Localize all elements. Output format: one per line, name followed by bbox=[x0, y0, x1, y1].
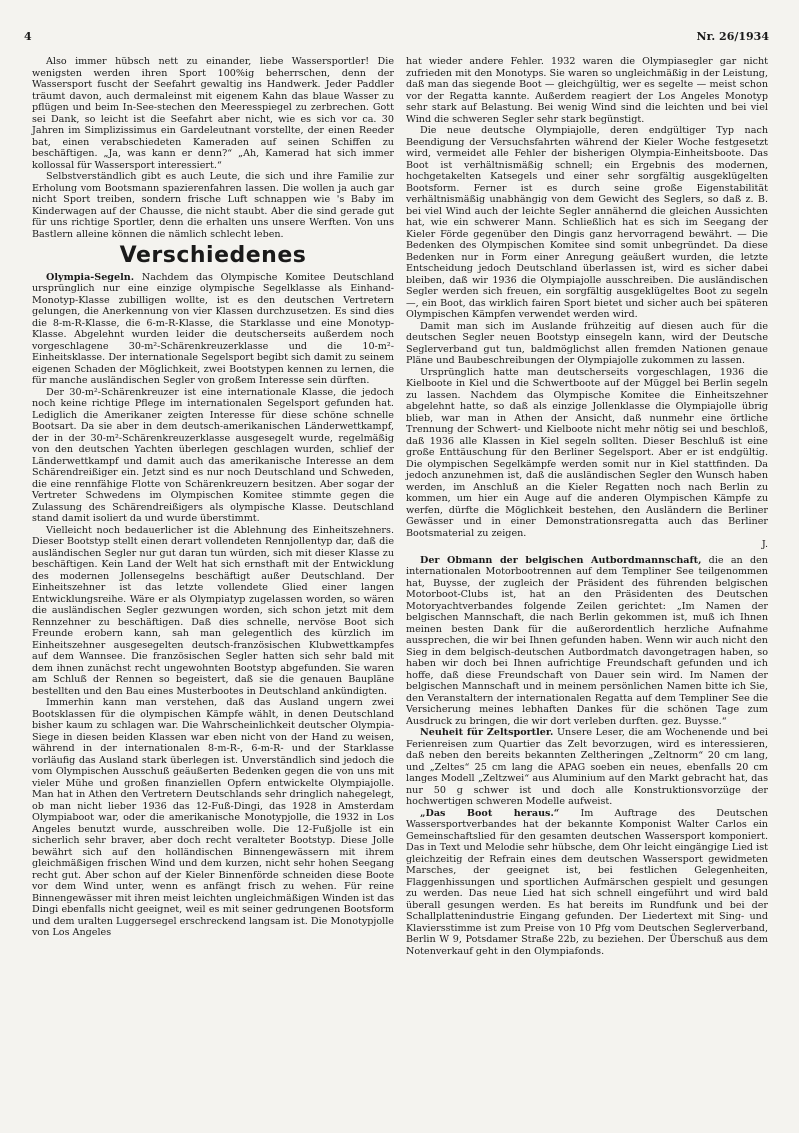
article-paragraph: Der 30-m²-Schärenkreuzer ist eine internationale Klasse, die jedoch noch keine richtige Pflege im internationalen Segelsport gefunden hat. Lediglich die Amerikaner zeigten Interesse für diese schöne schnelle Bootsart. Da sie aber in dem deutsch-amerikanischen Länderwettkampf, der in der 30-m²-Schärenkreuzerklasse ausgesegelt wurde, regelmäßig von den deutschen Yachten überlegen geschlagen wurden, schlief der Länderwettkampf und damit auch das amerikanische Interesse an dem Schärendreißiger ein. Jetzt sind es nur noch Deutschland und Schweden, die eine rennfähige Flotte von Schärenkreuzern besitzen. Aber sogar der Vertreter Schwedens im Olympischen Komitee stimmte gegen die Zulassung des Schärendreißigers als olympische Klasse. Deutschland stand damit isoliert da und wurde überstimmt. bbox=[32, 386, 394, 524]
article-paragraph bbox=[406, 727, 768, 808]
article-text: Unsere Leser, die am Wochenende und bei Ferienreisen zum Quartier das Zelt bevorzugen, wird es interessieren, daß neben den bereits bekannten Zeltheringen „Zeltnorm“ 20 cm lang, und „Zeltes“ 25 cm lang die APAG soeben ein neues, ebenfalls 20 cm langes Modell „Zeltzwei“ aus Aluminium auf den Markt gebracht hat, das nur 50 g schwer ist und doch alle Konstruktionsvorzüge der hochwertigen schweren Modelle aufweist. bbox=[406, 727, 768, 807]
article-heading-boot: „Das Boot heraus.“ bbox=[420, 807, 560, 819]
right-column bbox=[406, 56, 768, 957]
article-paragraph: Immerhin kann man verstehen, daß das Ausland ungern zwei Bootsklassen für die olympischen Kämpfe wählt, in denen Deutschland bisher kaum zu schlagen war. Die Wahrscheinlichkeit deutscher Olympia-Siege in diesen beiden Klassen war eben nicht von der Hand zu weisen, während in der internationalen 8-m-R-, 6-m-R- und der Starklasse vorläufig das Ausland stark überlegen ist. Unverständlich sind jedoch die vom Olympischen Ausschuß geäußerten Bedenken gegen die von uns mit vieler Mühe und großen finanziellen Opfern entwickelte Olympiajolle. Man hat in Athen den Vertretern Deutschlands sehr dringlich nahegelegt, ob man nicht lieber 1936 das 12-Fuß-Dingi, das 1928 in Amsterdam Olympiaboot war, oder die amerikanische Monotypjolle, die 1932 in Los Angeles benutzt wurde, ausschreiben wolle. Die 12-Fußjolle ist ein sicherlich sehr braver, aber doch recht veralteter Bootstyp. Diese Jolle bewährt sich auf den holländischen Binnengewässern mit ihrem gleichmäßigen frischen Wind und dem kurzen, nicht sehr hohen Seegang recht gut. Aber schon auf der Kieler Binnenförde schneiden diese Boote vor dem Wind unter, wenn es anfängt frisch zu wehen. Für reine Binnengewässer mit ihren meist leichten ungleichmäßigen Winden ist das Dingi ebenfalls nicht geeignet, weil es mit seiner gedrungenen Bootsform und dem uralten Luggersegel erschreckend langsam ist. Die Monotypjolle von Los Angeles bbox=[32, 697, 394, 938]
article-paragraph: Vielleicht noch bedauerlicher ist die Ablehnung des Einheitszehners. Dieser Bootstyp stellt einen derart vollendeten Rennjollentyp dar, daß die ausländischen Segler nur gut daran tun würden, sich mit dieser Klasse zu beschäftigen. Kein Land der Welt hat sich ernsthaft mit der Entwicklung des modernen Jollensegelns beschäftigt außer Deutschland. Der Einheitszehner ist das letzte vollendete Glied einer langen Entwicklungsreihe. Wäre er als Olympiatyp zugelassen worden, so wären die ausländischen Segler gezwungen worden, sich schon jetzt mit dem Rennzehner zu beschäftigen. Daß dies schnelle, nervöse Boot sich Freunde erobern kann, sah man gelegentlich des kürzlich im Einheitszehner ausgesegelten deutsch-französischen Klubwettkampfes auf dem Wannsee. Die französischen Segler hatten sich sehr bald mit dem ihnen zunächst recht ungewohnten Bootstyp abgefunden. Sie waren am Schluß der Rennen so begeistert, daß sie die genauen Baupläne bestellten und den Bau eines Musterbootes in Deutschland ankündigten. bbox=[32, 524, 394, 697]
article-paragraph: Ursprünglich hatte man deutscherseits vorgeschlagen, 1936 die Kielboote in Kiel und die Schwertboote auf der Müggel bei Berlin segeln zu lassen. Nachdem das Olympische Komitee die Einheitszehner abgelehnt hatte, so daß als einzige Jollenklasse die Olympiajolle übrig blieb, war man in Athen der Ansicht, daß nunmehr eine örtliche Trennung der Schwert- und Kielboote nicht mehr nötig sei und beschloß, daß 1936 alle Klassen in Kiel segeln sollten. Dieser Beschluß ist eine große Enttäuschung für den Berliner Segelsport. Aber er ist endgültig. Die olympischen Segelkämpfe werden somit nur in Kiel stattfinden. Da jedoch anzunehmen ist, daß die ausländischen Segler den Wunsch haben werden, im Anschluß an die Kieler Regatten noch nach Berlin zu kommen, um hier ein Auge auf die anderen Olympischen Kämpfe zu werfen, dürfte die Möglichkeit bestehen, den Ausländern die Berliner Gewässer und in einer Demonstrationsregatta auch das Berliner Bootsmaterial zu zeigen. bbox=[406, 366, 768, 539]
left-column bbox=[32, 56, 394, 939]
intro-paragraph: Selbstverständlich gibt es auch Leute, die sich und ihre Familie zur Erholung vom Bootsmann spazierenfahren lassen. Die wollen ja auch gar nicht Sport treiben, sondern frische Luft schnappen wie 's Baby im Kinderwagen auf der Chausse, die nicht staubt. Aber die sind gerade gut für uns richtige Sportler, denn die erhalten uns unsere Werften. Von uns Bastlern alleine können die nämlich schlecht leben. bbox=[32, 171, 394, 240]
section-title: Verschiedenes bbox=[119, 243, 307, 268]
page-number: 4 bbox=[24, 30, 32, 43]
article-signature: J. bbox=[761, 539, 768, 550]
article-paragraph bbox=[406, 808, 768, 958]
article-paragraph bbox=[406, 555, 768, 728]
article-heading-zelt: Neuheit für Zeltsportler. bbox=[420, 727, 554, 738]
article-paragraph: hat wieder andere Fehler. 1932 waren die Olympiasegler gar nicht zufrieden mit den Monotyps. Sie waren so ungleichmäßig in der Leistung, daß man das siegende Boot — gleichgültig, wer es segelte — meist schon vor der Regatta kannte. Außerdem reagiert der Los Angeles Monotyp sehr stark auf Belastung. Bei wenig Wind sind die leichten und bei viel Wind die schweren Segler sehr stark begünstigt. bbox=[406, 56, 768, 125]
article-text: Im Auftrage des Deutschen Wassersportverbandes hat der bekannte Komponist Walter Carlos ein Gemeinschaftslied für den gesamten deutschen Wassersport komponiert. Das in Text und Melodie sehr hübsche, dem Ohr leicht eingängige Lied ist gleichzeitig der Refrain eines dem deutschen Wassersport gewidmeten Marsches, der geeignet ist, bei festlichen Gelegenheiten, Flaggenhissungen und sportlichen Aufmärschen gespielt und gesungen zu werden. Das neue Lied hat sich schnell eingeführt und wird bald überall gesungen werden. Es hat bereits im Rundfunk und bei der Schallplattenindustrie Eingang gefunden. Der Liedertext mit Sing- und Klaviersstimme ist zum Preise von 10 Pfg vom Deutschen Seglerverband, Berlin W 9, Potsdamer Straße 22b, zu beziehen. Der Überschuß aus dem Notenverkauf geht in den Olympiafonds. bbox=[406, 807, 768, 957]
article-text: die an den internationalen Motorbootrennen auf dem Templiner See teilgenommen hat, Buysse, der zugleich der Präsident des führenden belgischen Motorboot-Clubs ist, hat an den Präsidenten des Deutschen Motoryachtverbandes folgende Zeilen gerichtet: „Im Namen der belgischen Mannschaft, die nach Berlin gekommen ist, muß ich Ihnen meinen besten Dank für die außerordentlich herzliche Aufnahme aussprechen, die wir bei Ihnen gefunden haben. Wenn wir auch nicht den Sieg in dem belgisch-deutschen Autbordmatch davongetragen haben, so haben wir doch bei Ihnen aufrichtige Freundschaft gefunden und ich hoffe, daß diese Freundschaft von Dauer sein wird. Im Namen der belgischen Mannschaft und in meinem persönlichen Namen bitte ich Sie, den Veranstaltern der internationalen Regatta auf dem Templiner See die Versicherung meines lebhaften Dankes für die schönen Tage zum Ausdruck zu bringen, die wir dort verleben durften. gez. Buysse.“ bbox=[406, 554, 768, 727]
article-heading-obmann: Der Obmann der belgischen Autbordmannschaft, bbox=[420, 554, 702, 566]
article-paragraph: Die neue deutsche Olympiajolle, deren endgültiger Typ nach Beendigung der Versuchsfahrten während der Kieler Woche festgesetzt wird, vermeidet alle Fehler der bisherigen Olympia-Einheitsboote. Das Boot ist verhältnismäßig schnell; ein Ergebnis des modernen, hochgetakelten Katsegels und einer sehr sorgfältig ausgeklügelten Bootsform. Ferner ist es durch seine große Eigenstabilität verhältnismäßig unabhängig von dem Gewicht des Seglers, so daß z. B. bei viel Wind auch der leichte Segler annähernd die gleichen Aussichten hat, wie ein schwerer Mann. Schließlich hat es sich im Seegang der Kieler Förde gegenüber den Dingis ganz hervorragend bewährt. — Die Bedenken des Olympischen Komitee sind somit unbegründet. Da diese Bedenken nur in Form einer Anregung geäußert wurden, die letzte Entscheidung jedoch Deutschland überlassen ist, wird es sicher dabei bleiben, daß wir 1936 die Olympiajolle ausschreiben. Die ausländischen Segler werden sich freuen, ein sorgfältig ausgeklügeltes Boot zu segeln —, ein Boot, das wirklich fairen Sport bietet und sicher auch bei späteren Olympischen Kämpfen verwendet werden wird. bbox=[406, 125, 768, 320]
article-paragraph bbox=[32, 272, 394, 387]
article-heading-olympia: Olympia-Segeln. bbox=[46, 271, 135, 283]
article-paragraph: Damit man sich im Auslande frühzeitig auf diesen auch für die deutschen Segler neuen Bootstyp einsegeln kann, wird der Deutsche Seglerverband gut tun, baldmöglichst allen fremden Nationen genaue Pläne und Baubeschreibungen der Olympiajolle zukommen zu lassen. bbox=[406, 320, 768, 366]
issue-number: Nr. 26/1934 bbox=[696, 30, 769, 43]
intro-paragraph: Also immer hübsch nett zu einander, liebe Wassersportler! Die wenigsten werden ihren Sport 100%ig beherrschen, denn der Wassersport fuscht der Seefahrt gewaltig ins Handwerk. Jeder Paddler träumt davon, auch dermaleinst mit eigenem Kahn das blaue Wasser zu pflügen und beim In-See-stechen den Meeresspiegel zu zerbrechen. Gott sei Dank, so leicht ist die Seefahrt aber nicht, wie es sich vor ca. 30 Jahren im Simplizissimus ein Gardeleutnant vorstellte, der einen Reeder bat, einen verabschiedeten Kameraden auf seinen Schiffen zu beschäftigen. „Ja, was kann er denn?“ „Ah, Kamerad hat sich immer kollossal für Wassersport interessiert.“ bbox=[32, 56, 394, 171]
article-text: Nachdem das Olympische Komitee Deutschland ursprünglich nur eine einzige olympische Segelklasse als Einhand-Monotyp-Klasse zubilligen wollte, ist es den deutschen Vertretern gelungen, die Anerkennung von vier Klassen durchzusetzen. Es sind dies die 8-m-R-Klasse, die 6-m-R-Klasse, die Starklasse und eine Monotyp-Klasse. Abgelehnt wurden leider die deutscherseits außerdem noch vorgeschlagene 30-m²-Schärenkreuzerklasse und die 10-m²-Einheitsklasse. Der internationale Segelsport begibt sich damit zu seinem eigenen Schaden der Möglichkeit, zwei Bootstypen kennen zu lernen, die für manche ausländischen Segler von großem Interesse sein dürften. bbox=[32, 271, 394, 386]
